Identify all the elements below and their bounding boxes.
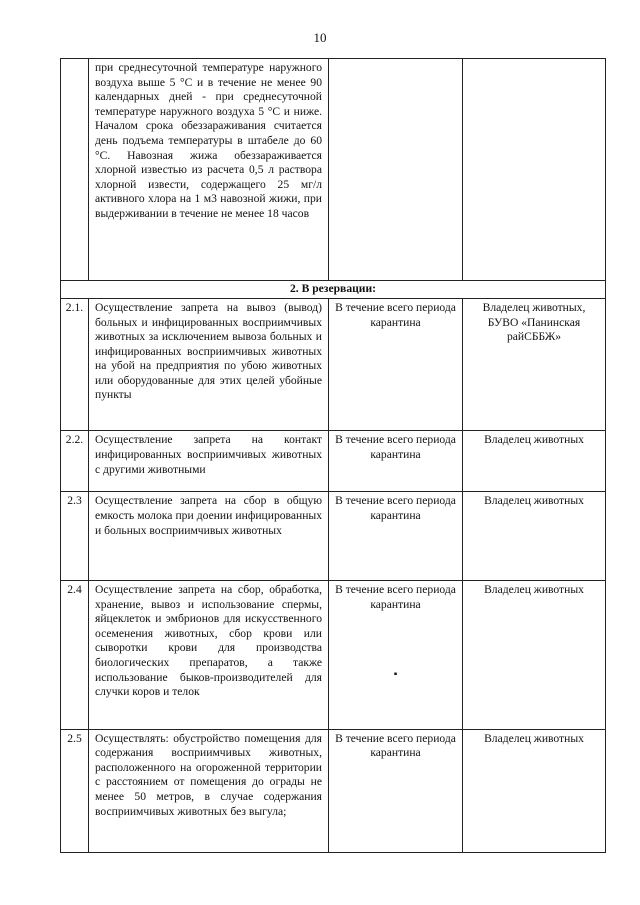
row-number: 2.3 [61,492,89,581]
table-row [61,431,606,492]
time-cell: В течение всего периода карантина [329,431,463,492]
measures-table [60,58,606,853]
responsible-cell: Владелец животных [463,729,606,852]
time-cell [329,581,463,730]
responsible-cell: Владелец животных, БУВО «Панинская райСББЖ» [463,298,606,430]
action-cell: Осуществление запрета на контакт инфицированных восприимчивых животных с другими животными [89,431,329,492]
action-cell: при среднесуточной температуре наружного воздуха выше 5 °С и в течение не менее 90 календарных дней - при среднесуточной температуре наружного воздуха 5 °С и ниже. Началом срока обеззараживания считается день подъема температуры в штабеле до 60 °С. Навозная жижа обеззараживается хлорной известью из расчета 0,5 л раствора хлорной извести, содержащего 25 мг/л активного хлора на 1 м3 навозной жижи, при выдерживании в течение не менее 18 часов [89,59,329,281]
table-row [61,729,606,852]
time-cell: В течение всего периода карантина [329,298,463,430]
responsible-cell: Владелец животных [463,581,606,730]
table-row [61,492,606,581]
time-text: В течение всего периода карантина [335,583,456,611]
table-row [61,581,606,730]
responsible-cell [463,59,606,281]
section-title: 2. В резервации: [61,281,606,299]
action-cell: Осуществлять: обустройство помещения для содержания восприимчивых животных, расположенного на огороженной территории с расстоянием от помещения до ограды не менее 50 метров, в случае содержания восприимчивых животных без выгула; [89,729,329,852]
section-header-row [61,281,606,299]
row-number-cell [61,59,89,281]
table-row [61,298,606,430]
action-cell: Осуществление запрета на вывоз (вывод) больных и инфицированных восприимчивых животных за исключением вывоза больных и инфицированных восприимчивых животных на убой на предприятия по убою животных или оборудованные для этих целей убойные пункты [89,298,329,430]
time-cell [329,59,463,281]
row-number: 2.2. [61,431,89,492]
page-number: 10 [313,30,327,45]
row-number: 2.4 [61,581,89,730]
responsible-cell: Владелец животных [463,431,606,492]
time-cell: В течение всего периода карантина [329,729,463,852]
row-number: 2.5 [61,729,89,852]
row-number: 2.1. [61,298,89,430]
time-cell: В течение всего периода карантина [329,492,463,581]
responsible-cell: Владелец животных [463,492,606,581]
action-cell: Осуществление запрета на сбор в общую емкость молока при доении инфицированных и больных восприимчивых животных [89,492,329,581]
action-cell: Осуществление запрета на сбор, обработка, хранение, вывоз и использование спермы, яйцеклеток и эмбрионов для искусственного осеменения животных, сбор крови или сыворотки крови для производства биологических препаратов, а также использование быков-производителей для случки коров и телок [89,581,329,730]
scan-mark: ▪ [393,669,398,681]
table-row-continuation [61,59,606,281]
